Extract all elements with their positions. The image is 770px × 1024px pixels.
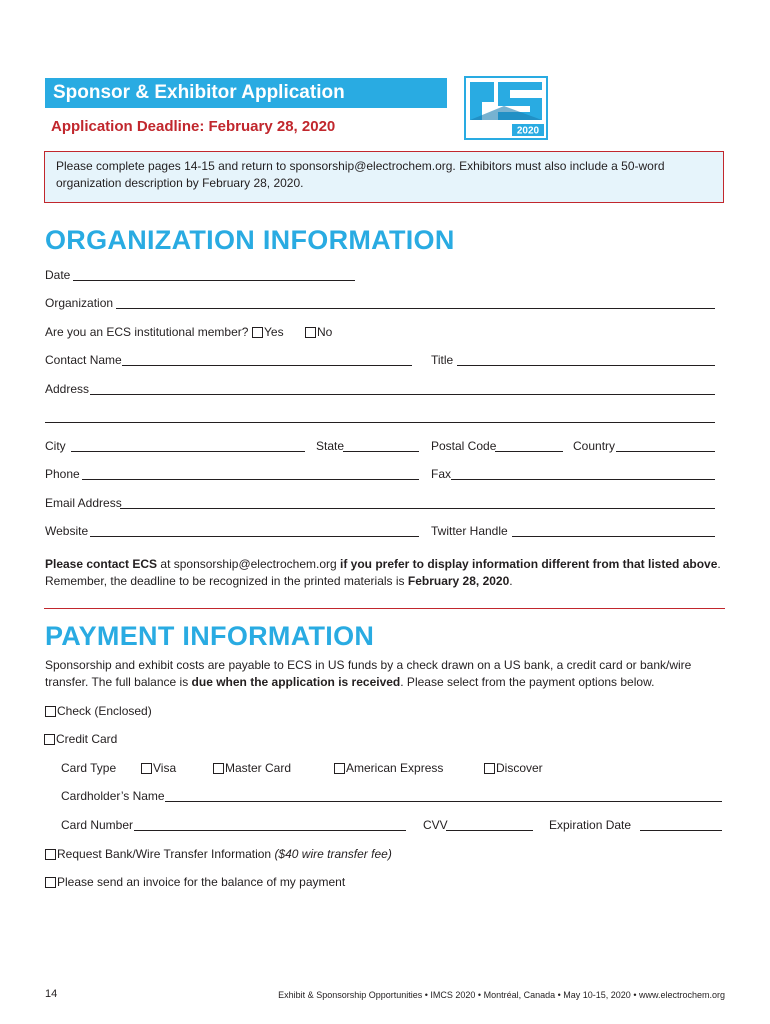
- card-number-label: Card Number: [61, 818, 134, 832]
- cvv-label: CVV: [423, 818, 448, 832]
- member-yes-checkbox[interactable]: [252, 327, 263, 338]
- address-label: Address: [45, 382, 90, 396]
- invoice-checkbox[interactable]: [45, 877, 56, 888]
- postal-code-label: Postal Code: [431, 439, 497, 453]
- visa-label: Visa: [153, 761, 177, 775]
- instructions-notice: Please complete pages 14-15 and return to sponsorship@electrochem.org. Exhibitors must also include a 50-word organization description by February 28, 2020.: [44, 151, 724, 203]
- discover-checkbox[interactable]: [484, 763, 495, 774]
- visa-option[interactable]: [141, 761, 176, 775]
- organization-field[interactable]: [116, 308, 715, 309]
- fax-field[interactable]: [451, 479, 715, 480]
- credit-card-label: Credit Card: [56, 732, 118, 746]
- address-field-line-2[interactable]: [45, 422, 715, 423]
- country-field[interactable]: [616, 451, 715, 452]
- invoice-label: Please send an invoice for the balance of my payment: [57, 875, 346, 889]
- contact-note: Please contact ECS at sponsorship@electrochem.org if you prefer to display information different from that listed above. Remember, the deadline to be recognized in the printed materials is February 28, 2020.: [45, 557, 721, 588]
- title-label: Title: [431, 353, 454, 367]
- title-field[interactable]: [457, 365, 715, 366]
- page-number: 14: [45, 988, 58, 1000]
- check-label: Check (Enclosed): [57, 704, 152, 718]
- twitter-label: Twitter Handle: [431, 524, 508, 538]
- contact-name-label: Contact Name: [45, 353, 122, 367]
- country-label: Country: [573, 439, 616, 453]
- logo-year: 2020: [516, 125, 540, 137]
- amex-label: American Express: [346, 761, 444, 775]
- website-label: Website: [45, 524, 89, 538]
- date-label: Date: [45, 268, 71, 282]
- check-option[interactable]: [45, 704, 152, 718]
- organization-label: Organization: [45, 296, 114, 310]
- cardholder-name-field[interactable]: [165, 801, 722, 802]
- city-field[interactable]: [71, 451, 305, 452]
- member-yes-label: Yes: [264, 325, 284, 339]
- member-no-option[interactable]: [305, 325, 332, 339]
- footer-text: Exhibit & Sponsorship Opportunities • IMCS 2020 • Montréal, Canada • May 10-15, 2020 • www.electrochem.org: [278, 990, 725, 1000]
- card-type-label: Card Type: [61, 761, 117, 775]
- wire-transfer-label: Request Bank/Wire Transfer Information: [57, 847, 275, 861]
- organization-heading: ORGANIZATION INFORMATION: [45, 225, 455, 255]
- card-number-field[interactable]: [134, 830, 406, 831]
- master-card-checkbox[interactable]: [213, 763, 224, 774]
- discover-label: Discover: [496, 761, 543, 775]
- member-question: Are you an ECS institutional member?: [45, 325, 249, 339]
- date-field[interactable]: [73, 280, 355, 281]
- application-title: Sponsor & Exhibitor Application: [45, 78, 447, 108]
- cvv-field[interactable]: [446, 830, 533, 831]
- member-no-checkbox[interactable]: [305, 327, 316, 338]
- member-yes-option[interactable]: [252, 325, 284, 339]
- amex-checkbox[interactable]: [334, 763, 345, 774]
- invoice-option[interactable]: [45, 875, 345, 889]
- city-label: City: [45, 439, 66, 453]
- state-label: State: [316, 439, 345, 453]
- expiration-label: Expiration Date: [549, 818, 632, 832]
- website-field[interactable]: [90, 536, 419, 537]
- payment-heading: PAYMENT INFORMATION: [45, 621, 375, 651]
- imcs-logo: [464, 76, 548, 140]
- email-label: Email Address: [45, 496, 122, 510]
- application-deadline: Application Deadline: February 28, 2020: [51, 118, 336, 135]
- section-divider: [44, 608, 725, 609]
- credit-card-option[interactable]: [44, 732, 117, 746]
- check-checkbox[interactable]: [45, 706, 56, 717]
- phone-label: Phone: [45, 467, 80, 481]
- wire-transfer-fee: ($40 wire transfer fee): [274, 847, 392, 861]
- payment-intro: Sponsorship and exhibit costs are payable to ECS in US funds by a check drawn on a US bank, a credit card or bank/wire transfer. The full balance is due when the application is received. Please select from the payment options below.: [45, 658, 692, 689]
- member-no-label: No: [317, 325, 333, 339]
- amex-option[interactable]: [334, 761, 443, 775]
- expiration-field[interactable]: [640, 830, 722, 831]
- master-card-label: Master Card: [225, 761, 292, 775]
- fax-label: Fax: [431, 467, 452, 481]
- credit-card-checkbox[interactable]: [44, 734, 55, 745]
- cardholder-name-label: Cardholder’s Name: [61, 789, 165, 803]
- visa-checkbox[interactable]: [141, 763, 152, 774]
- phone-field[interactable]: [82, 479, 419, 480]
- state-field[interactable]: [343, 451, 419, 452]
- master-card-option[interactable]: [213, 761, 291, 775]
- postal-code-field[interactable]: [495, 451, 563, 452]
- discover-option[interactable]: [484, 761, 543, 775]
- email-field[interactable]: [120, 508, 715, 509]
- wire-transfer-option[interactable]: [45, 847, 392, 861]
- address-field[interactable]: [90, 394, 715, 395]
- contact-name-field[interactable]: [122, 365, 412, 366]
- wire-transfer-checkbox[interactable]: [45, 849, 56, 860]
- twitter-field[interactable]: [512, 536, 715, 537]
